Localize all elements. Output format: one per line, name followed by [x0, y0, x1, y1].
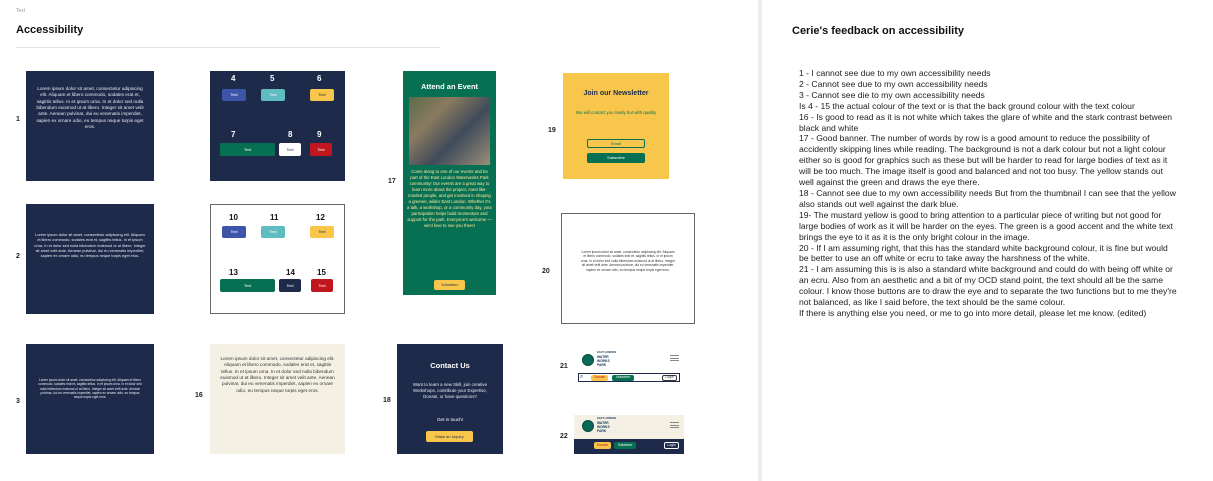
nav-sample-22	[574, 415, 684, 454]
card-16-text: Lorem ipsum dolor sit amet, consectetur adipiscing elit. Aliquam et libero commodo, sodales erat et, sagittis tellus. In et ipsum urna. In et dolor sed nulla bibendum euismod ut at libero. Integer sit amet velit ante. Aenean pulvinar, dui eu venenatis imperdiet, sapien ex ornare odio, eu tempus neque turpis eget eros.	[220, 356, 335, 393]
feedback-panel	[762, 0, 1213, 481]
label-9: 9	[317, 130, 322, 139]
feedback-line: 16 - Is good to read as it is not white which takes the glare of white and the stark contrast between black and white	[799, 111, 1173, 133]
newsletter-body: We will contact you rarely but with quality	[576, 110, 656, 115]
contact-title: Contact Us	[430, 361, 470, 370]
feedback-line: If there is anything else you need, or me to go into more detail, please let me know. (edited)	[799, 307, 1147, 318]
label-20: 20	[542, 268, 550, 275]
search-icon[interactable]: ⌕	[580, 374, 584, 380]
menu-icon[interactable]	[670, 355, 679, 361]
label-22: 22	[560, 433, 568, 440]
logo-text-2: WATER	[597, 421, 609, 425]
button-swatch-panel-light	[210, 204, 345, 314]
sample-card-1[interactable]	[26, 71, 154, 181]
feedback-line: 1 - I cannot see due to my own accessibility needs	[799, 68, 991, 78]
sample-button-5[interactable]: Text	[261, 89, 285, 101]
feedback-line: Is 4 - 15 the actual colour of the text or is that the back ground colour with the text colour	[799, 100, 1135, 111]
feedback-line: 20 - If I am assuming right, that this has the standard white background colour, it is fine but would be better to use an off white or ecru to take away the harshness of the white.	[799, 242, 1168, 264]
event-title: Attend an Event	[420, 82, 479, 91]
feedback-line: 21 - I am assuming this is is also a standard white background and could do with being off white or an ecru. Also from an aesthetic and a bit of my OCD stand point, the text should all be the same colour. I know those buttons are to draw the eye and to separate the two functions but to me they're not balanced, as like I said before, the text should be the same colour.	[799, 264, 1177, 308]
event-card[interactable]	[403, 71, 496, 295]
sample-button-10[interactable]: Text	[222, 226, 246, 238]
sample-card-20[interactable]	[561, 213, 695, 324]
donate-button-22[interactable]: Donate	[594, 442, 611, 449]
contact-sub: Get in touch!	[436, 417, 464, 422]
label-3: 3	[16, 398, 20, 405]
event-body: Come along to one of our events and be part of the East London Waterworks Park community! Our events are a great way to learn more about the project, meet like-minded people, and get involved in shaping a greener, wilder East London. Whether it's a talk, a workshop, or a community day, your participation helps build momentum and support for the park. Everyone's welcome — we'd love to see you there!	[407, 169, 492, 229]
label-21: 21	[560, 363, 568, 370]
card-2-text: Lorem ipsum dolor sit amet, consectetur adipiscing elit. Aliquam et libero commodo, sodales erat et, sagittis tellus. In et ipsum urna. In et dolor sed nulla bibendum euismod ut at libero. Integer sit amet velit ante. Aenean pulvinar, dui eu venenatis imperdiet, sapien ex ornare odio, eu tempus neque turpis eget eros.	[34, 232, 146, 259]
label-6: 6	[317, 74, 322, 83]
logo-icon	[582, 420, 594, 432]
label-19: 19	[548, 127, 556, 134]
label-2: 2	[16, 253, 20, 260]
card-20-text: Lorem ipsum dolor sit amet, consectetur adipiscing elit. Aliquam et libero commodo, sodales erat et, sagittis tellus. In et ipsum urna. In et dolor sed nulla bibendum euismod ut at libero. Integer sit amet velit ante. Aenean pulvinar, dui eu venenatis imperdiet, sapien ex ornare odio, eu tempus neque turpis eget eros.	[580, 250, 676, 272]
sample-button-12[interactable]: Text	[310, 226, 334, 238]
label-13: 13	[229, 268, 238, 277]
divider	[16, 47, 440, 48]
label-5: 5	[270, 74, 275, 83]
volunteer-button-21[interactable]: Volunteer	[612, 375, 634, 381]
contact-body: Want to learn a new Skill, join creative Workshops, contribute your Expertise, Donate, or have questions?	[412, 382, 488, 399]
label-1: 1	[16, 116, 20, 123]
label-18: 18	[383, 397, 391, 404]
frame-label: Text	[16, 8, 26, 14]
label-15: 15	[317, 268, 326, 277]
card-3-text: Lorem ipsum dolor sit amet, consectetur adipiscing elit. Aliquam et libero commodo, sodales erat et, sagittis tellus. In et ipsum urna. In et dolor sed nulla bibendum euismod ut at libero. Integer sit amet velit ante. Aenean pulvinar, dui eu venenatis imperdiet, sapien ex ornare odio, eu tempus neque turpis eget eros.	[38, 378, 142, 400]
menu-icon[interactable]	[670, 422, 679, 428]
sample-button-7[interactable]: Text	[220, 143, 275, 156]
label-14: 14	[286, 268, 295, 277]
logo-text-3: WORKS	[597, 359, 610, 363]
label-8: 8	[288, 130, 293, 139]
label-16: 16	[195, 392, 203, 399]
label-4: 4	[231, 74, 236, 83]
button-swatch-panel-dark	[210, 71, 345, 181]
logo-text-3: WORKS	[597, 425, 610, 429]
logo-icon	[582, 354, 594, 366]
label-10: 10	[229, 213, 238, 222]
login-button-22[interactable]: Login	[664, 442, 679, 449]
logo-text-4: PARK	[597, 363, 607, 367]
volunteer-button-22[interactable]: Volunteer	[614, 442, 636, 449]
feedback-line: 3 - Cannot see die to my own accessibility needs	[799, 89, 985, 100]
feedback-line: 17 - Good banner. The number of words by row is a good amount to reduce the possibility of accidently skipping lines while reading. The background is not a dark colour but not a light colour either so is good for graphics such as these but will be harder to read for large bodies of text as it will be too much. The image itself is good and balanced and not too busy. The yellow stands out well against the green and draws the eye there.	[799, 133, 1168, 188]
logo-text-1: EAST LONDON	[597, 417, 616, 420]
sample-card-3[interactable]	[26, 344, 154, 454]
sample-button-4[interactable]: Text	[222, 89, 246, 101]
sample-button-9[interactable]: Text	[310, 143, 332, 156]
newsletter-card[interactable]	[563, 73, 669, 179]
sample-button-15[interactable]: Text	[311, 279, 333, 292]
card-1-text: Lorem ipsum dolor sit amet, consectetur adipiscing elit. Aliquam et libero commodo, sodales erat et, sagittis tellus. In et ipsum urna. In et dolor sed nulla bibendum euismod ut at libero. Integer sit amet velit ante. Aenean pulvinar, dui eu venenatis imperdiet, sapien ex ornare odio, eu tempus neque turpis eget eros.	[36, 86, 144, 130]
label-11: 11	[270, 213, 279, 222]
feedback-line: 2 - Cannot see due to my own accessibility needs	[799, 78, 988, 89]
feedback-title: Cerie's feedback on accessibility	[792, 25, 964, 37]
feedback-line: 19- The mustard yellow is good to bring attention to a particular piece of writing but not good for large bodies of work as it will be harder on the eyes. The green is a good accent and the white text brings the eye to it as it is the only bright colour in the image.	[799, 209, 1173, 242]
sample-button-11[interactable]: Text	[261, 226, 285, 238]
subscribe-button[interactable]: Subscribe	[587, 153, 645, 163]
donate-button-21[interactable]: Donate	[591, 375, 608, 381]
login-button-21[interactable]: Login	[662, 375, 677, 381]
contact-card[interactable]	[397, 344, 503, 454]
label-17: 17	[388, 178, 396, 185]
newsletter-title: Join our Newsletter	[583, 90, 649, 97]
email-input[interactable]: Email	[587, 139, 645, 148]
label-12: 12	[316, 213, 325, 222]
sample-card-16[interactable]	[210, 344, 345, 454]
volunteer-button[interactable]: Volunteer	[434, 280, 465, 290]
sample-button-14[interactable]: Text	[279, 279, 301, 292]
page-title: Accessibility	[16, 24, 84, 36]
feedback-line: 18 - Cannot see due to my own accessibility needs But from the thumbnail I can see that the yellow also stands out well against the dark blue.	[799, 187, 1176, 209]
event-photo	[409, 97, 490, 165]
sample-button-8[interactable]: Text	[279, 143, 301, 156]
sample-card-2[interactable]	[26, 204, 154, 314]
sample-button-6[interactable]: Text	[310, 89, 334, 101]
label-7: 7	[231, 130, 236, 139]
logo-text-2: WATER	[597, 355, 609, 359]
logo-text-1: EAST LONDON	[597, 351, 616, 354]
feedback-body	[799, 68, 1179, 319]
inquiry-button[interactable]: Make an Inquiry	[426, 431, 473, 442]
nav-sample-21	[574, 346, 684, 385]
sample-button-13[interactable]: Text	[220, 279, 275, 292]
logo-text-4: PARK	[597, 429, 607, 433]
